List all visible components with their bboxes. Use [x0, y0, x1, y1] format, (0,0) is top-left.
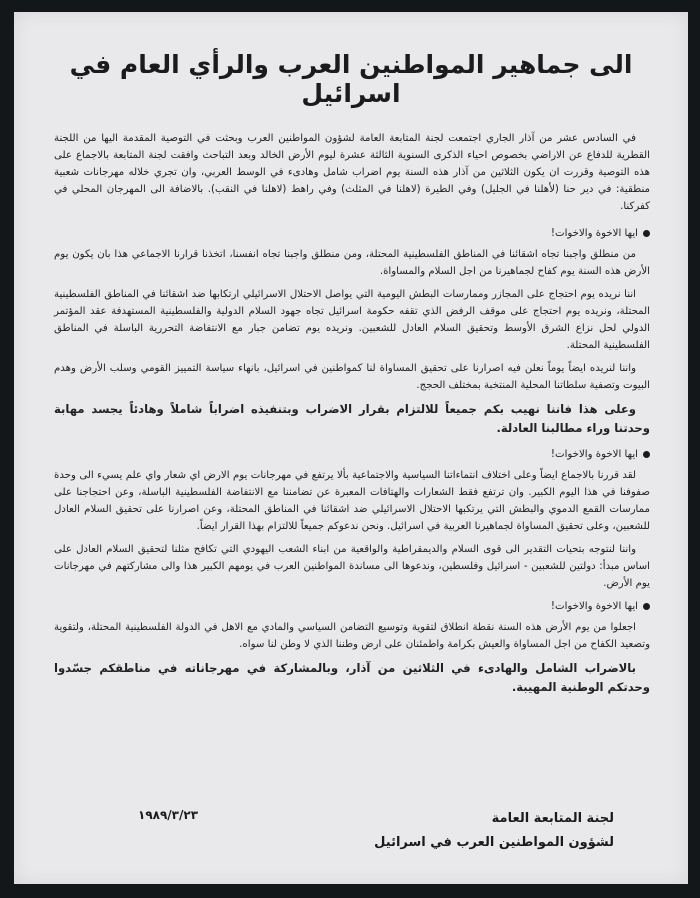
section1-paragraph-3: واننا لنريده ايضاً يوماً نعلن فيه اصرارنا على تحقيق المساواة لنا كمواطنين في اسرائيل، بانهاء سياسة التمييز القومي وسلب الأرض وهدم البيوت وتصفية سلطاتنا المحلية المنتخبة بمختلف الحجج. — [54, 363, 650, 391]
document-page — [14, 12, 688, 884]
intro-paragraph: في السادس عشر من آذار الجاري اجتمعت لجنة المتابعة العامة لشؤون المواطنين العرب وبحثت في التوصية المقدمة اليها من اللجنة القطرية للدفاع عن الاراضي بخصوص احياء الذكرى السنوية الثالثة عشرة ليوم الأرض الخالد وبعد التباحث وافقت لجنة المتابعة بالاجماع على هذه التوصية وقررت ان يكون الثلاثين من آذار هذه السنة يوم اضراب شامل وهادىء في الوسط العربي، وان تجري خلاله مهرجانات شعبية منطقية: في دير حنا (لأهلنا في الجليل) وفي الطيرة (لاهلنا في المثلث) وفي راهط (لاهلنا في النقب). بالاضافة الى المهرجان المحلي في كفركنا. — [54, 133, 650, 212]
section3-paragraph-1: اجعلوا من يوم الأرض هذه السنة نقطة انطلاق لتقوية وتوسيع التضامن السياسي والمادي مع الاهل في الدولة الفلسطينية المحتلة، ولتقوية وتصعيد الكفاح من اجل المساواة والعيش بكرامة واطمئنان على ارض وطننا الذي لا وطن لنا سواه. — [54, 622, 650, 650]
salutation-1 — [54, 225, 650, 242]
bullet-icon — [643, 230, 650, 237]
section2-paragraph-2: واننا لنتوجه بتحيات التقدير الى قوى السلام والديمقراطية والواقعية من ابناء الشعب اليهودي التي تكافح مثلنا لتحقيق السلام العادل على اساس مبدأ: دولتين للشعبين - اسرائيل وفلسطين، وندعوها الى مساندة المواطنين العرب في يومهم الكبير هذا والى مشاركتهم في مهرجانات يوم الأرض. — [54, 544, 650, 589]
section2-paragraph-1: لقد قررنا بالاجماع ايضاً وعلى اختلاف انتماءاتنا السياسية والاجتماعية بألا يرتفع في مهرجانات يوم الارض اي شعار واي علم يسيء الى وحدة صفوفنا في هذا اليوم الكبير. وان ترتفع فقط الشعارات والهتافات المعبرة عن تضامننا مع الانتفاضة الفلسطينية الباسلة، وعن احتجاجنا على ممارسات القمع الدموي والبطش التي يرتكبها الاحتلال الاسرائيلي ضد اشقائنا في المناطق المحتلة، وعن اصرارنا على تحقيق السلام العادل للشعبين، وعلى تحقيق المساواة لجماهيرنا العربية في اسرائيل. ونحن ندعوكم جميعاً للالتزام بهذا القرار ايضاً. — [54, 470, 650, 532]
bullet-icon — [643, 603, 650, 610]
document-date: ١٩٨٩/٣/٢٣ — [138, 808, 199, 822]
salutation-2 — [54, 446, 650, 463]
document-body — [54, 130, 650, 705]
salutation-3 — [54, 598, 650, 615]
signature-line-1: لجنة المتابعة العامة — [491, 811, 614, 826]
section1-paragraph-2: اننا نريده يوم احتجاج على المجازر وممارسات البطش اليومية التي يواصل الاحتلال الاسرائيلي ارتكابها ضد اشقائنا في المناطق الفلسطينية المحتلة، ونريده يوم احتجاج على موقف الرفض الذي تقفه حكومة اسرائيل تجاه جهود السلام الدولية والفلسطينية المستهدفة عقد المؤتمر الدولي لحل نزاع الشرق الأوسط وتحقيق السلام العادل للشعبين. ونريده يوم تضامن جبار مع الانتفاضة التحررية الباسلة في المناطق الفلسطينية المحتلة. — [54, 289, 650, 351]
signature-line-2: لشؤون المواطنين العرب في اسرائيل — [374, 835, 614, 850]
section1-paragraph-1: من منطلق واجبنا تجاه اشقائنا في المناطق الفلسطينية المحتلة، ومن منطلق واجبنا تجاه انفسنا، اتخذنا قرارنا الاجماعي هذا بان يكون يوم الأرض هذه السنة يوم كفاح لجماهيرنا من اجل السلام والمساواة. — [54, 249, 650, 277]
section3-bold-paragraph: بالاضراب الشامل والهادىء في الثلاثين من آذار، وبالمشاركة في مهرجاناته في مناطقكم جسّدوا وحدتكم الوطنية المهيبة. — [54, 661, 650, 694]
bullet-icon — [643, 451, 650, 458]
salutation-1-text: ايها الاخوة والاخوات! — [550, 228, 638, 239]
signature-block — [374, 807, 614, 855]
salutation-3-text: ايها الاخوة والاخوات! — [550, 601, 638, 612]
document-title: الى جماهير المواطنين العرب والرأي العام في اسرائيل — [69, 50, 633, 108]
section1-bold-paragraph: وعلى هذا فاننا نهيب بكم جميعاً للالتزام بقرار الاضراب وبتنفيذه اضراباً شاملاً وهادئاً يجسد مهابة وحدتنا وراء مطالبنا العادلة. — [54, 402, 650, 435]
salutation-2-text: ايها الاخوة والاخوات! — [550, 449, 638, 460]
